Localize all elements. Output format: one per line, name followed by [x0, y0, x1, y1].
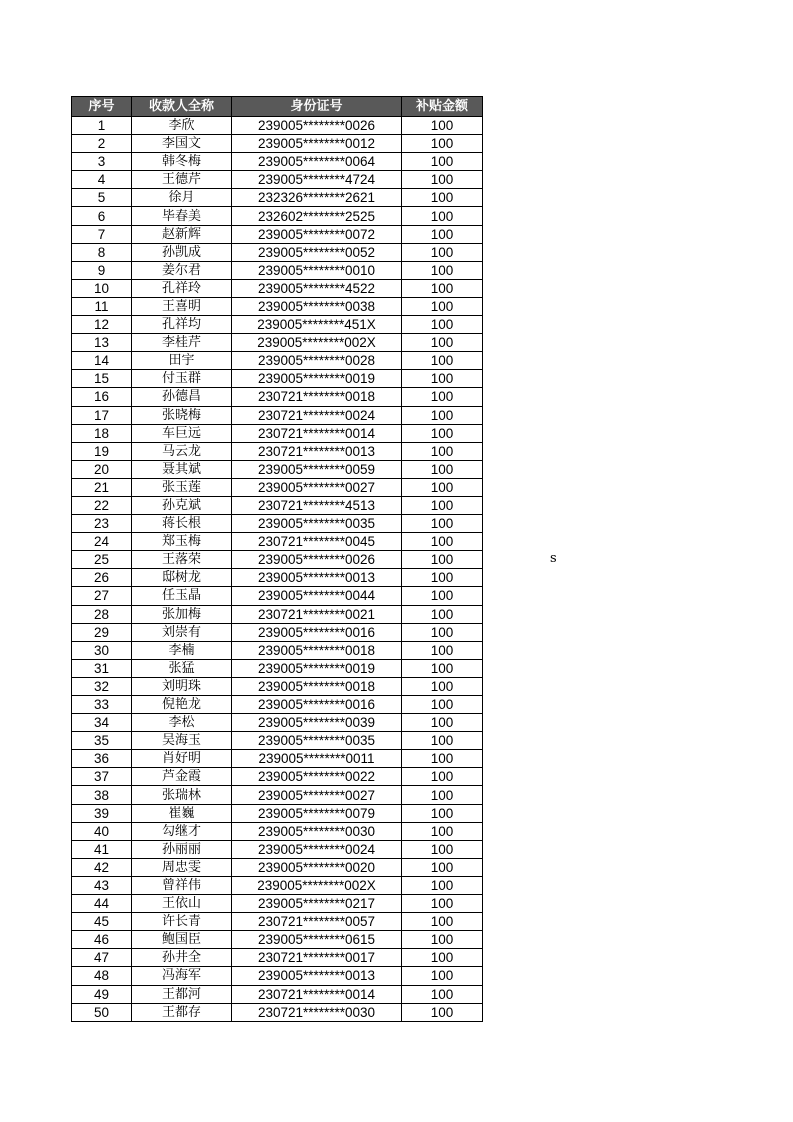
payee-name-cell: 王都存 — [132, 1003, 232, 1021]
id-number-cell: 230721********0057 — [232, 913, 402, 931]
amount-cell: 100 — [402, 279, 483, 297]
header-payee: 收款人全称 — [132, 97, 232, 117]
row-index-cell: 48 — [72, 967, 132, 985]
row-index-cell: 30 — [72, 641, 132, 659]
row-index-cell: 34 — [72, 714, 132, 732]
payee-name-cell: 张晓梅 — [132, 406, 232, 424]
row-index-cell: 47 — [72, 949, 132, 967]
amount-cell: 100 — [402, 587, 483, 605]
table-body — [72, 117, 483, 1022]
table-row — [72, 732, 483, 750]
row-index-cell: 50 — [72, 1003, 132, 1021]
id-number-cell: 239005********0016 — [232, 623, 402, 641]
table-row — [72, 171, 483, 189]
id-number-cell: 230721********0024 — [232, 406, 402, 424]
payee-name-cell: 姜尔君 — [132, 261, 232, 279]
row-index-cell: 17 — [72, 406, 132, 424]
amount-cell: 100 — [402, 243, 483, 261]
id-number-cell: 239005********0039 — [232, 714, 402, 732]
amount-cell: 100 — [402, 225, 483, 243]
table-row — [72, 424, 483, 442]
amount-cell: 100 — [402, 334, 483, 352]
amount-cell: 100 — [402, 316, 483, 334]
amount-cell: 100 — [402, 533, 483, 551]
amount-cell: 100 — [402, 677, 483, 695]
row-index-cell: 9 — [72, 261, 132, 279]
id-number-cell: 230721********0013 — [232, 442, 402, 460]
row-index-cell: 27 — [72, 587, 132, 605]
id-number-cell: 239005********0022 — [232, 768, 402, 786]
row-index-cell: 24 — [72, 533, 132, 551]
table-row — [72, 569, 483, 587]
id-number-cell: 239005********0064 — [232, 153, 402, 171]
payee-name-cell: 田宇 — [132, 352, 232, 370]
amount-cell: 100 — [402, 515, 483, 533]
payee-name-cell: 李桂芹 — [132, 334, 232, 352]
row-index-cell: 26 — [72, 569, 132, 587]
id-number-cell: 239005********4522 — [232, 279, 402, 297]
payee-name-cell: 张加梅 — [132, 605, 232, 623]
row-index-cell: 13 — [72, 334, 132, 352]
row-index-cell: 46 — [72, 931, 132, 949]
table-row — [72, 786, 483, 804]
table-row — [72, 895, 483, 913]
row-index-cell: 28 — [72, 605, 132, 623]
id-number-cell: 239005********0026 — [232, 117, 402, 135]
payee-name-cell: 曾祥伟 — [132, 876, 232, 894]
row-index-cell: 1 — [72, 117, 132, 135]
id-number-cell: 239005********4724 — [232, 171, 402, 189]
id-number-cell: 230721********0021 — [232, 605, 402, 623]
amount-cell: 100 — [402, 913, 483, 931]
id-number-cell: 232602********2525 — [232, 207, 402, 225]
payee-name-cell: 孙丽丽 — [132, 840, 232, 858]
id-number-cell: 239005********0027 — [232, 786, 402, 804]
id-number-cell: 239005********0020 — [232, 858, 402, 876]
amount-cell: 100 — [402, 931, 483, 949]
payee-name-cell: 李国文 — [132, 135, 232, 153]
payee-name-cell: 王都河 — [132, 985, 232, 1003]
payee-name-cell: 冯海军 — [132, 967, 232, 985]
id-number-cell: 230721********0018 — [232, 388, 402, 406]
payee-name-cell: 王喜明 — [132, 297, 232, 315]
id-number-cell: 239005********0072 — [232, 225, 402, 243]
table-row — [72, 858, 483, 876]
amount-cell: 100 — [402, 496, 483, 514]
row-index-cell: 42 — [72, 858, 132, 876]
id-number-cell: 239005********0013 — [232, 569, 402, 587]
amount-cell: 100 — [402, 623, 483, 641]
subsidy-table — [71, 96, 483, 1022]
id-number-cell: 239005********002X — [232, 876, 402, 894]
row-index-cell: 15 — [72, 370, 132, 388]
payee-name-cell: 孙井全 — [132, 949, 232, 967]
amount-cell: 100 — [402, 732, 483, 750]
amount-cell: 100 — [402, 370, 483, 388]
amount-cell: 100 — [402, 696, 483, 714]
row-index-cell: 35 — [72, 732, 132, 750]
id-number-cell: 239005********0217 — [232, 895, 402, 913]
amount-cell: 100 — [402, 750, 483, 768]
payee-name-cell: 聂其斌 — [132, 460, 232, 478]
id-number-cell: 239005********0030 — [232, 822, 402, 840]
row-index-cell: 5 — [72, 189, 132, 207]
header-id-number: 身份证号 — [232, 97, 402, 117]
table-row — [72, 478, 483, 496]
amount-cell: 100 — [402, 768, 483, 786]
row-index-cell: 29 — [72, 623, 132, 641]
id-number-cell: 230721********0030 — [232, 1003, 402, 1021]
amount-cell: 100 — [402, 551, 483, 569]
table-row — [72, 334, 483, 352]
payee-name-cell: 李楠 — [132, 641, 232, 659]
table-row — [72, 352, 483, 370]
id-number-cell: 239005********0059 — [232, 460, 402, 478]
table-row — [72, 1003, 483, 1021]
table-row — [72, 822, 483, 840]
table-row — [72, 696, 483, 714]
amount-cell: 100 — [402, 171, 483, 189]
payee-name-cell: 张猛 — [132, 659, 232, 677]
amount-cell: 100 — [402, 1003, 483, 1021]
row-index-cell: 49 — [72, 985, 132, 1003]
payee-name-cell: 李欣 — [132, 117, 232, 135]
stray-mark: s — [550, 551, 557, 566]
table-row — [72, 496, 483, 514]
table-row — [72, 623, 483, 641]
row-index-cell: 45 — [72, 913, 132, 931]
amount-cell: 100 — [402, 714, 483, 732]
row-index-cell: 3 — [72, 153, 132, 171]
row-index-cell: 25 — [72, 551, 132, 569]
id-number-cell: 239005********0026 — [232, 551, 402, 569]
row-index-cell: 32 — [72, 677, 132, 695]
payee-name-cell: 王依山 — [132, 895, 232, 913]
payee-name-cell: 郑玉梅 — [132, 533, 232, 551]
amount-cell: 100 — [402, 352, 483, 370]
payee-name-cell: 孔祥玲 — [132, 279, 232, 297]
row-index-cell: 7 — [72, 225, 132, 243]
id-number-cell: 239005********0052 — [232, 243, 402, 261]
table-row — [72, 587, 483, 605]
payee-name-cell: 李松 — [132, 714, 232, 732]
payee-name-cell: 毕春美 — [132, 207, 232, 225]
payee-name-cell: 孙德昌 — [132, 388, 232, 406]
row-index-cell: 38 — [72, 786, 132, 804]
row-index-cell: 39 — [72, 804, 132, 822]
amount-cell: 100 — [402, 641, 483, 659]
payee-name-cell: 蒋长根 — [132, 515, 232, 533]
payee-name-cell: 孔祥均 — [132, 316, 232, 334]
amount-cell: 100 — [402, 135, 483, 153]
id-number-cell: 239005********0018 — [232, 641, 402, 659]
payee-name-cell: 鲍国臣 — [132, 931, 232, 949]
row-index-cell: 36 — [72, 750, 132, 768]
payee-name-cell: 张玉莲 — [132, 478, 232, 496]
amount-cell: 100 — [402, 605, 483, 623]
payee-name-cell: 勾继才 — [132, 822, 232, 840]
id-number-cell: 230721********0014 — [232, 985, 402, 1003]
payee-name-cell: 马云龙 — [132, 442, 232, 460]
table-row — [72, 388, 483, 406]
row-index-cell: 31 — [72, 659, 132, 677]
row-index-cell: 6 — [72, 207, 132, 225]
payee-name-cell: 付玉群 — [132, 370, 232, 388]
table-header — [72, 97, 483, 117]
id-number-cell: 239005********0024 — [232, 840, 402, 858]
id-number-cell: 239005********0019 — [232, 370, 402, 388]
amount-cell: 100 — [402, 804, 483, 822]
table-row — [72, 768, 483, 786]
amount-cell: 100 — [402, 949, 483, 967]
table-row — [72, 297, 483, 315]
table-row — [72, 442, 483, 460]
id-number-cell: 239005********0016 — [232, 696, 402, 714]
row-index-cell: 20 — [72, 460, 132, 478]
amount-cell: 100 — [402, 895, 483, 913]
amount-cell: 100 — [402, 388, 483, 406]
row-index-cell: 40 — [72, 822, 132, 840]
table-row — [72, 985, 483, 1003]
table-row — [72, 261, 483, 279]
amount-cell: 100 — [402, 261, 483, 279]
row-index-cell: 8 — [72, 243, 132, 261]
table-row — [72, 153, 483, 171]
table-row — [72, 189, 483, 207]
row-index-cell: 37 — [72, 768, 132, 786]
id-number-cell: 239005********0044 — [232, 587, 402, 605]
row-index-cell: 16 — [72, 388, 132, 406]
payee-name-cell: 邸树龙 — [132, 569, 232, 587]
table-row — [72, 641, 483, 659]
id-number-cell: 239005********0079 — [232, 804, 402, 822]
amount-cell: 100 — [402, 117, 483, 135]
row-index-cell: 11 — [72, 297, 132, 315]
header-index: 序号 — [72, 97, 132, 117]
amount-cell: 100 — [402, 786, 483, 804]
table-row — [72, 750, 483, 768]
id-number-cell: 239005********0011 — [232, 750, 402, 768]
payee-name-cell: 许长青 — [132, 913, 232, 931]
row-index-cell: 12 — [72, 316, 132, 334]
payee-name-cell: 赵新辉 — [132, 225, 232, 243]
table-row — [72, 243, 483, 261]
id-number-cell: 239005********451X — [232, 316, 402, 334]
row-index-cell: 10 — [72, 279, 132, 297]
payee-name-cell: 孙凯成 — [132, 243, 232, 261]
row-index-cell: 22 — [72, 496, 132, 514]
payee-name-cell: 孙克斌 — [132, 496, 232, 514]
id-number-cell: 239005********0035 — [232, 732, 402, 750]
id-number-cell: 239005********0012 — [232, 135, 402, 153]
payee-name-cell: 倪艳龙 — [132, 696, 232, 714]
table-row — [72, 207, 483, 225]
amount-cell: 100 — [402, 442, 483, 460]
id-number-cell: 239005********0010 — [232, 261, 402, 279]
row-index-cell: 41 — [72, 840, 132, 858]
table-row — [72, 931, 483, 949]
amount-cell: 100 — [402, 189, 483, 207]
amount-cell: 100 — [402, 153, 483, 171]
payee-name-cell: 韩冬梅 — [132, 153, 232, 171]
table-row — [72, 533, 483, 551]
id-number-cell: 239005********0018 — [232, 677, 402, 695]
table-row — [72, 913, 483, 931]
table-row — [72, 225, 483, 243]
id-number-cell: 239005********0019 — [232, 659, 402, 677]
table-row — [72, 460, 483, 478]
table-row — [72, 135, 483, 153]
amount-cell: 100 — [402, 822, 483, 840]
table-row — [72, 804, 483, 822]
header-amount: 补贴金额 — [402, 97, 483, 117]
table-row — [72, 406, 483, 424]
table-row — [72, 967, 483, 985]
row-index-cell: 33 — [72, 696, 132, 714]
id-number-cell: 239005********0027 — [232, 478, 402, 496]
table-row — [72, 279, 483, 297]
payee-name-cell: 任玉晶 — [132, 587, 232, 605]
payee-name-cell: 刘崇有 — [132, 623, 232, 641]
payee-name-cell: 王落荣 — [132, 551, 232, 569]
id-number-cell: 232326********2621 — [232, 189, 402, 207]
payee-name-cell: 周忠雯 — [132, 858, 232, 876]
amount-cell: 100 — [402, 659, 483, 677]
table-row — [72, 551, 483, 569]
id-number-cell: 239005********0035 — [232, 515, 402, 533]
payee-name-cell: 张瑞林 — [132, 786, 232, 804]
table-row — [72, 714, 483, 732]
table-row — [72, 370, 483, 388]
amount-cell: 100 — [402, 858, 483, 876]
payee-name-cell: 徐月 — [132, 189, 232, 207]
header-row — [72, 97, 483, 117]
row-index-cell: 21 — [72, 478, 132, 496]
payee-name-cell: 吴海玉 — [132, 732, 232, 750]
amount-cell: 100 — [402, 876, 483, 894]
row-index-cell: 4 — [72, 171, 132, 189]
id-number-cell: 239005********0013 — [232, 967, 402, 985]
row-index-cell: 19 — [72, 442, 132, 460]
payee-name-cell: 肖好明 — [132, 750, 232, 768]
table-row — [72, 876, 483, 894]
table-row — [72, 515, 483, 533]
table-row — [72, 949, 483, 967]
amount-cell: 100 — [402, 297, 483, 315]
id-number-cell: 239005********0615 — [232, 931, 402, 949]
amount-cell: 100 — [402, 569, 483, 587]
amount-cell: 100 — [402, 478, 483, 496]
payee-name-cell: 车巨远 — [132, 424, 232, 442]
table-row — [72, 605, 483, 623]
amount-cell: 100 — [402, 406, 483, 424]
table-row — [72, 840, 483, 858]
amount-cell: 100 — [402, 967, 483, 985]
table-row — [72, 677, 483, 695]
table-row — [72, 117, 483, 135]
table-row — [72, 316, 483, 334]
row-index-cell: 18 — [72, 424, 132, 442]
id-number-cell: 230721********0014 — [232, 424, 402, 442]
payee-name-cell: 芦金霞 — [132, 768, 232, 786]
row-index-cell: 2 — [72, 135, 132, 153]
id-number-cell: 239005********0028 — [232, 352, 402, 370]
id-number-cell: 239005********0038 — [232, 297, 402, 315]
amount-cell: 100 — [402, 424, 483, 442]
amount-cell: 100 — [402, 985, 483, 1003]
payee-name-cell: 刘明珠 — [132, 677, 232, 695]
id-number-cell: 239005********002X — [232, 334, 402, 352]
id-number-cell: 230721********0017 — [232, 949, 402, 967]
payee-name-cell: 王德芹 — [132, 171, 232, 189]
id-number-cell: 230721********0045 — [232, 533, 402, 551]
row-index-cell: 14 — [72, 352, 132, 370]
amount-cell: 100 — [402, 207, 483, 225]
amount-cell: 100 — [402, 840, 483, 858]
row-index-cell: 23 — [72, 515, 132, 533]
amount-cell: 100 — [402, 460, 483, 478]
row-index-cell: 44 — [72, 895, 132, 913]
row-index-cell: 43 — [72, 876, 132, 894]
id-number-cell: 230721********4513 — [232, 496, 402, 514]
payee-name-cell: 崔巍 — [132, 804, 232, 822]
table-row — [72, 659, 483, 677]
